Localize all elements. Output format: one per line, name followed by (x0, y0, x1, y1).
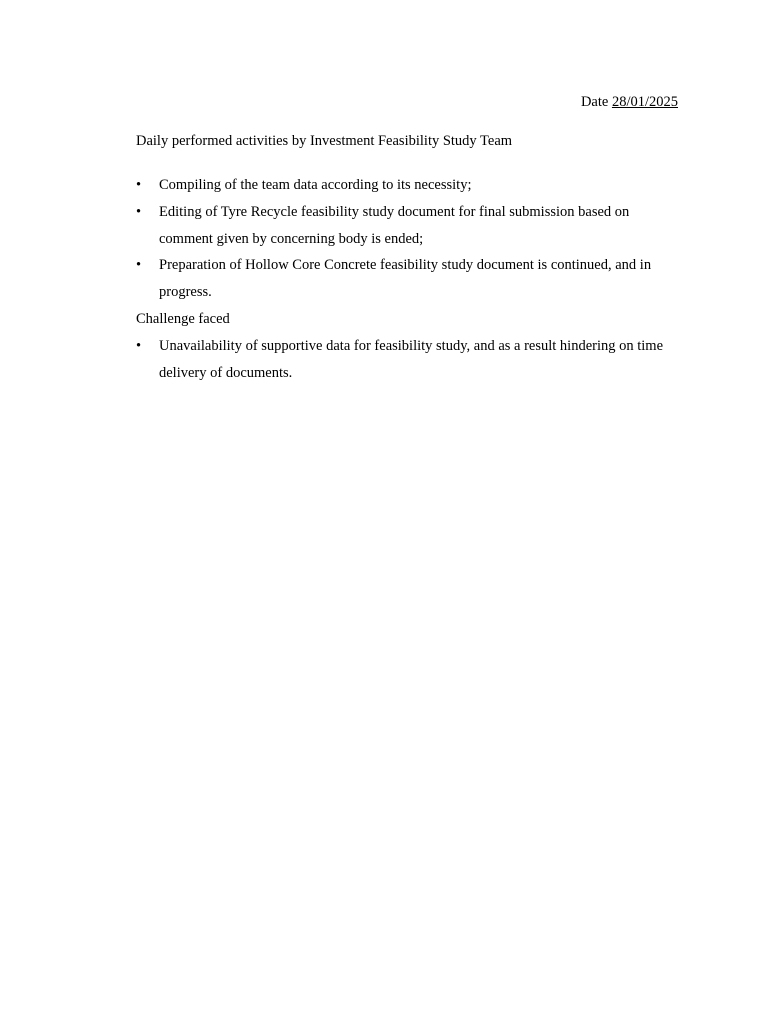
challenges-list (136, 333, 681, 387)
activity-item (136, 199, 681, 253)
date-line (581, 93, 678, 112)
activity-text: Preparation of Hollow Core Concrete feasibility study document is continued, and in progress. (159, 257, 652, 301)
activity-item (136, 252, 681, 306)
bullet-icon: • (136, 257, 142, 274)
activities-list (136, 172, 681, 306)
bullet-icon: • (136, 203, 142, 220)
challenge-item (136, 333, 681, 387)
activity-text: Compiling of the team data according to its necessity; (159, 177, 472, 193)
activities-heading: Daily performed activities by Investment Feasibility Study Team (136, 133, 513, 149)
challenge-heading: Challenge faced (136, 310, 230, 327)
challenge-text: Unavailability of supportive data for feasibility study, and as a result hindering on time delivery of documents. (159, 337, 664, 381)
document-body (136, 132, 681, 386)
activity-item (136, 172, 681, 199)
date-value: 28/01/2025 (611, 94, 678, 110)
activity-text: Editing of Tyre Recycle feasibility study document for final submission based on comment given by concerning body is ended; (159, 203, 630, 247)
bullet-icon: • (136, 177, 142, 193)
bullet-icon: • (136, 337, 142, 354)
date-label: Date (580, 94, 609, 110)
